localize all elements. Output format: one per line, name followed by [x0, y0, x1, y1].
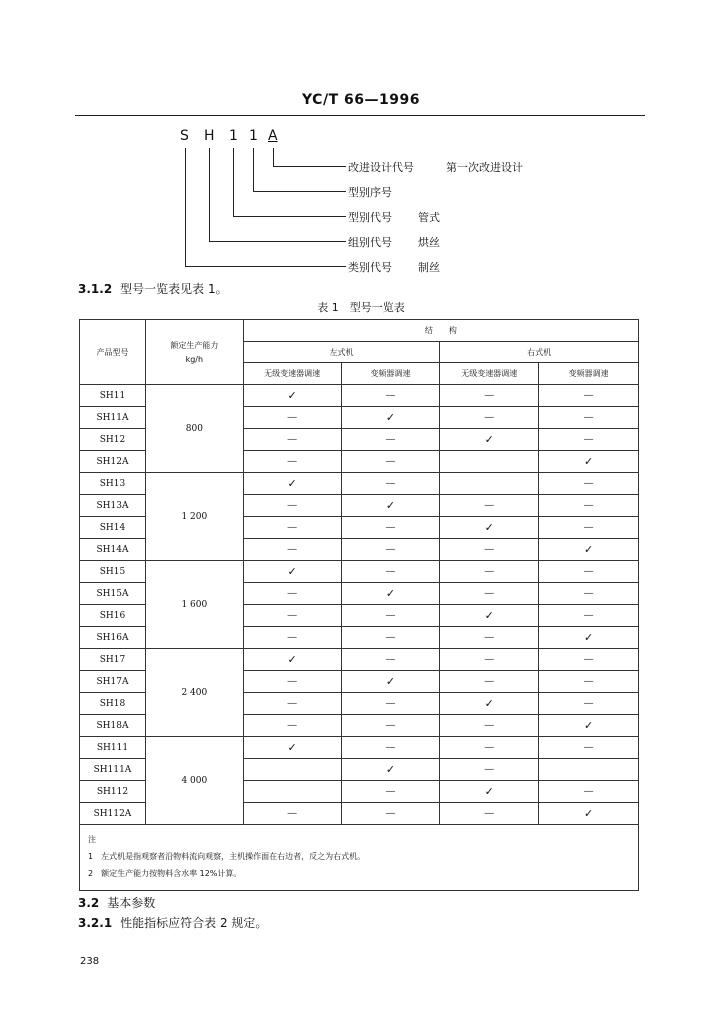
- check-mark-cell: ✓: [243, 737, 341, 759]
- dash-cell: [440, 473, 539, 495]
- check-mark-cell: ✓: [539, 451, 639, 473]
- dash-cell: —: [341, 781, 440, 803]
- cell-model: SH12: [80, 429, 146, 451]
- note-1: 1 左式机是指观察者沿物料流向观察，主机操作面在右边者，反之为右式机。: [88, 852, 366, 861]
- dash-cell: —: [539, 495, 639, 517]
- dash-cell: —: [243, 429, 341, 451]
- leader-h-s: [185, 266, 346, 267]
- dash-cell: —: [440, 671, 539, 693]
- check-mark-cell: ✓: [243, 473, 341, 495]
- value-type-code: 管式: [418, 211, 440, 224]
- dash-cell: —: [539, 561, 639, 583]
- cell-model: SH14: [80, 517, 146, 539]
- dash-cell: —: [440, 803, 539, 825]
- th-model: 产品型号: [80, 320, 146, 385]
- table-row: [80, 385, 639, 407]
- dash-cell: —: [440, 385, 539, 407]
- th-structure: 结 构: [243, 320, 638, 342]
- check-mark-cell: ✓: [539, 627, 639, 649]
- dash-cell: —: [539, 517, 639, 539]
- value-improved-design-code: 第一次改进设计: [446, 161, 523, 174]
- th-capacity-unit: kg/h: [185, 355, 204, 364]
- cell-model: SH12A: [80, 451, 146, 473]
- check-mark-cell: ✓: [243, 385, 341, 407]
- section-3-2-1: [78, 914, 267, 931]
- cell-model: SH18A: [80, 715, 146, 737]
- cell-model: SH112: [80, 781, 146, 803]
- section-3-1-2: [78, 280, 228, 297]
- cell-capacity: 800: [145, 385, 243, 473]
- section-text: 型号一览表见表 1。: [120, 282, 228, 296]
- dash-cell: —: [440, 583, 539, 605]
- table-row: [80, 561, 639, 583]
- leader-line-h: [209, 148, 210, 241]
- section-3-2: [78, 894, 155, 911]
- label-type-serial: 型别序号: [348, 186, 392, 199]
- table-row: [80, 649, 639, 671]
- dash-cell: —: [539, 693, 639, 715]
- cell-capacity: 1 200: [145, 473, 243, 561]
- leader-h-h: [209, 241, 346, 242]
- cell-model: SH11: [80, 385, 146, 407]
- code-letter-s: S: [180, 128, 189, 144]
- dash-cell: —: [243, 715, 341, 737]
- cell-model: SH17: [80, 649, 146, 671]
- page-number: 238: [80, 956, 100, 967]
- check-mark-cell: ✓: [341, 671, 440, 693]
- check-mark-cell: ✓: [243, 561, 341, 583]
- leader-line-1b: [253, 148, 254, 191]
- dash-cell: —: [539, 473, 639, 495]
- dash-cell: —: [341, 649, 440, 671]
- dash-cell: —: [243, 517, 341, 539]
- label-group-code: 组别代号: [348, 236, 392, 249]
- dash-cell: —: [243, 495, 341, 517]
- check-mark-cell: ✓: [440, 517, 539, 539]
- dash-cell: —: [539, 671, 639, 693]
- dash-cell: —: [539, 605, 639, 627]
- dash-cell: —: [440, 759, 539, 781]
- cell-model: SH15A: [80, 583, 146, 605]
- check-mark-cell: ✓: [440, 429, 539, 451]
- dash-cell: —: [341, 737, 440, 759]
- check-mark-cell: ✓: [539, 803, 639, 825]
- dash-cell: —: [539, 649, 639, 671]
- leader-h-a: [273, 166, 346, 167]
- dash-cell: —: [243, 693, 341, 715]
- dash-cell: —: [341, 473, 440, 495]
- cell-model: SH13A: [80, 495, 146, 517]
- check-mark-cell: ✓: [440, 781, 539, 803]
- check-mark-cell: ✓: [440, 693, 539, 715]
- th-capacity: [145, 320, 243, 385]
- check-mark-cell: ✓: [341, 583, 440, 605]
- check-mark-cell: ✓: [539, 539, 639, 561]
- dash-cell: [243, 759, 341, 781]
- dash-cell: —: [341, 693, 440, 715]
- notes-title: 注: [88, 835, 96, 844]
- cell-model: SH15: [80, 561, 146, 583]
- dash-cell: —: [341, 539, 440, 561]
- cell-model: SH13: [80, 473, 146, 495]
- cell-model: SH112A: [80, 803, 146, 825]
- dash-cell: —: [243, 583, 341, 605]
- check-mark-cell: ✓: [243, 649, 341, 671]
- table-caption: 表 1 型号一览表: [317, 301, 405, 314]
- standard-code-header: YC/T 66—1996: [302, 92, 420, 108]
- th-left-stepless: 无级变速器调速: [243, 363, 341, 385]
- section-text: 基本参数: [107, 896, 156, 910]
- dash-cell: —: [341, 451, 440, 473]
- dash-cell: —: [243, 407, 341, 429]
- dash-cell: —: [341, 605, 440, 627]
- dash-cell: —: [243, 539, 341, 561]
- dash-cell: [440, 451, 539, 473]
- dash-cell: —: [440, 627, 539, 649]
- code-letter-1a: 1: [229, 128, 238, 144]
- note-2: 2 额定生产能力按物料含水率 12%计算。: [88, 869, 242, 878]
- dash-cell: —: [243, 803, 341, 825]
- dash-cell: [243, 781, 341, 803]
- check-mark-cell: ✓: [341, 759, 440, 781]
- leader-line-1a: [233, 148, 234, 216]
- label-improved-design-code: 改进设计代号: [348, 161, 414, 174]
- cell-model: SH111: [80, 737, 146, 759]
- cell-capacity: 4 000: [145, 737, 243, 825]
- dash-cell: [539, 759, 639, 781]
- dash-cell: —: [243, 451, 341, 473]
- dash-cell: —: [539, 781, 639, 803]
- cell-model: SH14A: [80, 539, 146, 561]
- th-left-vfd: 变频器调速: [341, 363, 440, 385]
- cell-model: SH16: [80, 605, 146, 627]
- dash-cell: —: [243, 627, 341, 649]
- table-row: [80, 473, 639, 495]
- dash-cell: —: [341, 803, 440, 825]
- label-type-code: 型别代号: [348, 211, 392, 224]
- leader-line-a: [273, 148, 274, 166]
- code-letter-a: A: [268, 128, 278, 144]
- dash-cell: —: [539, 737, 639, 759]
- table-notes: [80, 825, 639, 891]
- cell-model: SH16A: [80, 627, 146, 649]
- dash-cell: —: [440, 495, 539, 517]
- th-right-stepless: 无级变速器调速: [440, 363, 539, 385]
- cell-model: SH11A: [80, 407, 146, 429]
- code-letter-h: H: [204, 128, 215, 144]
- label-category-code: 类别代号: [348, 261, 392, 274]
- value-group-code: 烘丝: [418, 236, 440, 249]
- table-row: [80, 737, 639, 759]
- header-rule: [75, 115, 645, 116]
- dash-cell: —: [341, 385, 440, 407]
- cell-capacity: 2 400: [145, 649, 243, 737]
- cell-model: SH18: [80, 693, 146, 715]
- dash-cell: —: [341, 561, 440, 583]
- model-table-body: [80, 385, 639, 825]
- code-letter-1b: 1: [249, 128, 258, 144]
- th-left: 左式机: [243, 342, 440, 363]
- dash-cell: —: [440, 561, 539, 583]
- th-right-vfd: 变频器调速: [539, 363, 639, 385]
- model-table: [79, 319, 639, 891]
- th-right: 右式机: [440, 342, 639, 363]
- dash-cell: —: [440, 715, 539, 737]
- dash-cell: —: [341, 715, 440, 737]
- leader-line-s: [185, 148, 186, 266]
- value-category-code: 制丝: [418, 261, 440, 274]
- dash-cell: —: [440, 407, 539, 429]
- section-text: 性能指标应符合表 2 规定。: [120, 916, 268, 930]
- check-mark-cell: ✓: [539, 715, 639, 737]
- dash-cell: —: [440, 649, 539, 671]
- cell-capacity: 1 600: [145, 561, 243, 649]
- dash-cell: —: [341, 517, 440, 539]
- dash-cell: —: [539, 429, 639, 451]
- dash-cell: —: [539, 385, 639, 407]
- check-mark-cell: ✓: [440, 605, 539, 627]
- section-number: 3.2.1: [78, 916, 113, 930]
- dash-cell: —: [243, 605, 341, 627]
- dash-cell: —: [539, 407, 639, 429]
- check-mark-cell: ✓: [341, 407, 440, 429]
- section-number: 3.2: [78, 896, 100, 910]
- leader-h-1b: [253, 191, 346, 192]
- leader-h-1a: [233, 216, 346, 217]
- dash-cell: —: [341, 627, 440, 649]
- dash-cell: —: [243, 671, 341, 693]
- cell-model: SH111A: [80, 759, 146, 781]
- section-number: 3.1.2: [78, 282, 113, 296]
- dash-cell: —: [539, 583, 639, 605]
- dash-cell: —: [440, 539, 539, 561]
- dash-cell: —: [341, 429, 440, 451]
- cell-model: SH17A: [80, 671, 146, 693]
- dash-cell: —: [440, 737, 539, 759]
- check-mark-cell: ✓: [341, 495, 440, 517]
- th-capacity-label: 额定生产能力: [170, 341, 219, 350]
